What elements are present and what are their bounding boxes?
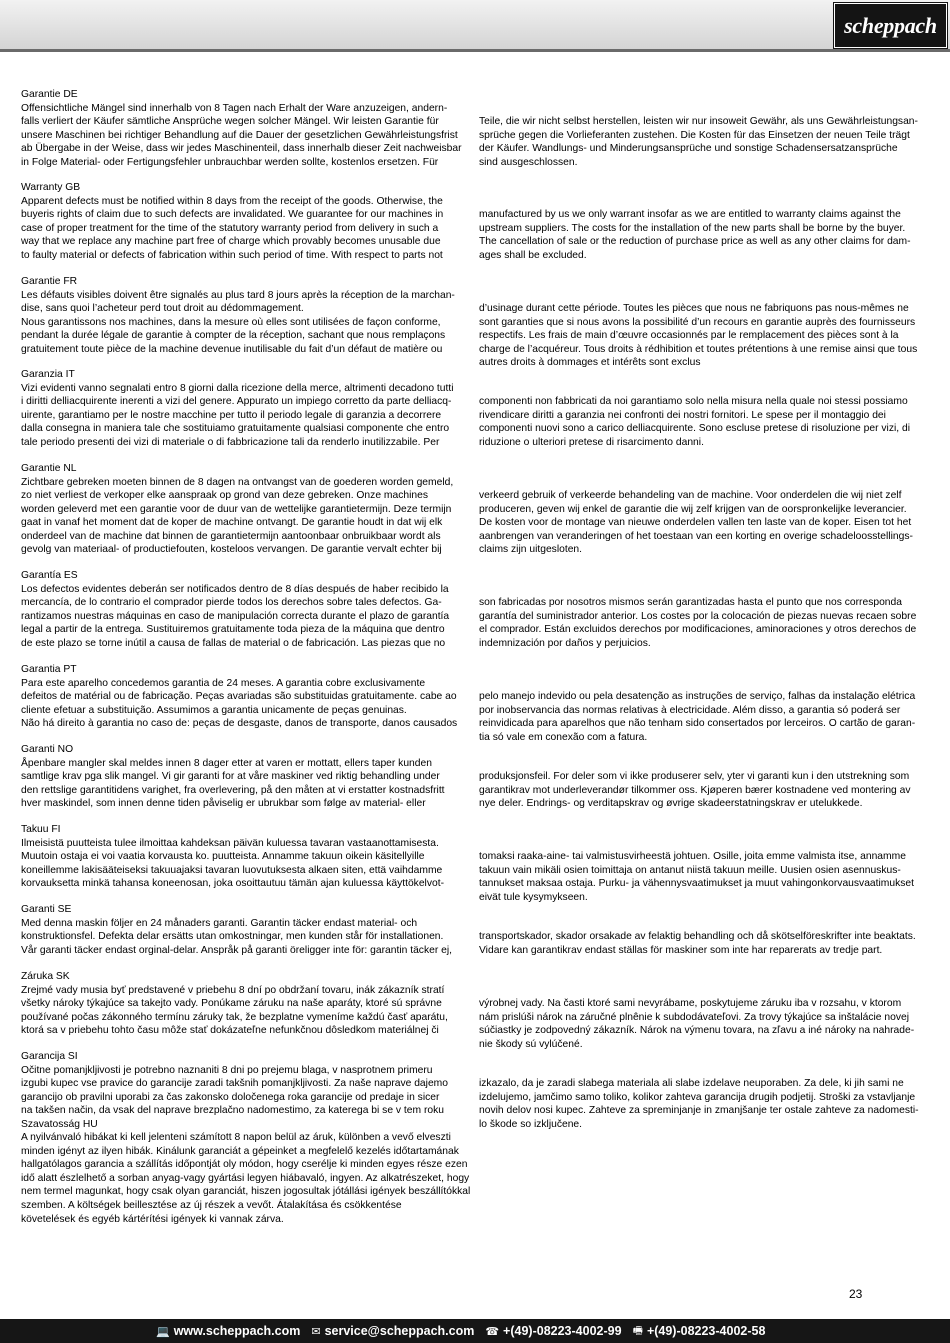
section-title: Garanzia IT (21, 369, 75, 380)
text-line: izkazalo, da je zaradi slabega materiala ali slabe izdelave neuporaben. Za dele, ki jih sami ne (479, 1078, 904, 1090)
section-column-right (479, 208, 931, 262)
text-line: pendant la durée légale de garantie à compter de la réception, sachant que nous remplaçons (21, 330, 446, 342)
section-title: Garantie DE (21, 89, 78, 100)
text-line: Vizi evidenti vanno segnalati entro 8 giorni dalla ricezione della merce, altrimenti decadono tutti (21, 382, 454, 394)
text-line: onderdeel van de machine dat binnen de garantietermijn aantoonbaar onbruikbaar wordt als (21, 530, 441, 542)
warranty-section (21, 663, 931, 744)
text-line: De kosten voor de montage van nieuwe onderdelen vallen ten laste van de koper. Eisen tot het (479, 517, 912, 529)
text-line: autres droits à dommages et intérêts sont exclus (479, 357, 701, 369)
text-line: mercancía, de lo contrario el comprador pierde todos los derechos sobre tales defectos. Ga- (21, 597, 442, 609)
text-line: hallgatólagos garancia a szállítás időpontját oly módon, hogy cserélje ki minden egyes része ezen (21, 1159, 468, 1171)
text-line: Nous garantissons nos machines, dans la mesure où elles sont utilisées de façon conforme, (21, 316, 441, 328)
text-line: den rettslige garantitidens varighet, fra overlevering, på den måten at vi erstatter kostnadsfritt (21, 784, 445, 796)
text-line: všetky nároky týkajúce sa takejto vady. Ponúkame záruku na naše aparáty, ktoré sú správne (21, 998, 442, 1010)
scheppach-logo: scheppach (834, 3, 947, 48)
text-line: nám prislúši nárok na záručné plnênie k subdodávateľovi. Za trovy týkajúce sa inštalácie novej (479, 1011, 909, 1023)
text-line: Não há direito à garantia no caso de: peças de desgaste, danos de transporte, danos causados (21, 718, 458, 730)
text-line: produksjonsfeil. For deler som vi ikke produserer selv, yter vi garanti kun i den utstrekning som (479, 771, 910, 783)
section-column-left (21, 1064, 471, 1227)
text-line: defeitos de matérial ou de fabricação. Peças avariadas são substituidas gratuitamente. cabe ao (21, 691, 457, 703)
text-line: hver maskindel, som innen denne tiden påviselig er ubrukbar som følge av material- eller (21, 798, 426, 810)
text-line: koneillemme lakisääteiseksi takuuajaksi tavaran luovutuksesta alkaen siten, että vaihdamme (21, 864, 443, 876)
section-column-right (479, 115, 931, 169)
text-line: konstruktionsfel. Defekta delar ersätts utan omkostningar, men kunden står för installationen. (21, 931, 444, 943)
section-column-right (479, 489, 931, 557)
section-column-right (479, 997, 931, 1051)
text-line: gratuitement toute pièce de la machine devenue inutilisable du fait d’un défaut de matière ou (21, 343, 443, 355)
text-line: Teile, die wir nicht selbst herstellen, leisten wir nur insoweit Gewähr, als uns Gewährleistungsan- (479, 116, 918, 128)
section-column-left (21, 476, 468, 557)
section-column-right (479, 302, 931, 370)
text-line: szemben. A költségek beillesztése az új részek a vevőt. Átalakítása és csökkentése (21, 1200, 402, 1212)
text-line: nye deler. Endrings- og verditapskrav og øvrige skadeerstatningskrav er utelukkede. (479, 798, 863, 810)
section-title: Garanti SE (21, 904, 72, 915)
text-line: Szavatosság HU (21, 1118, 98, 1130)
text-line: tomaksi raaka-aine- tai valmistusvirheestä johtuen. Osille, joita emme valmista itse, annamme (479, 851, 906, 863)
text-line: reinvidicada para aparelhos que não tenham sido consertados por lerceiros. O cartão de garan- (479, 718, 916, 730)
text-line: Vår garanti täcker endast orginal-delar. Anspråk på garanti öreligger inte för: garantin täcker ej, (21, 944, 452, 956)
text-line: The cancellation of sale or the reduction of purchase price as well as any other claims for dam- (479, 236, 911, 248)
section-column-left (21, 984, 468, 1052)
text-line: in Folge Material- oder Fertigungsfehler unbrauchbar werden sollte, kostenlos ersetzen. Für (21, 156, 439, 168)
text-line: de este plazo se torne inútil a causa de fallas de material o de fabricación. Las piezas que no (21, 637, 446, 649)
text-line: buyeris rights of claim due to such defects are invalidated. We guarantee for our machines in (21, 209, 444, 221)
text-line: case of proper treatment for the time of the statutory warranty period from delivery in such a (21, 222, 439, 234)
text-line: Para este aparelho concedemos garantia de 24 meses. A garantia cobre exclusivamente (21, 677, 426, 689)
text-line: Očitne pomanjkljivosti je potrebno naznaniti 8 dni po prejemu blaga, v nasprotnem primeru (21, 1064, 433, 1076)
text-line: riduzione o ulteriori pretese di risarcimento danni. (479, 436, 704, 448)
warranty-section (21, 569, 931, 650)
section-title: Garanti NO (21, 744, 74, 755)
header-bar (0, 0, 950, 52)
section-title: Garantía ES (21, 570, 78, 581)
section-title: Garantie NL (21, 463, 77, 474)
text-line: výrobnej vady. Na časti ktoré sami nevyrábame, poskytujeme záruku iba v rozsahu, v ktorom (479, 998, 902, 1010)
text-line: way that we replace any machine part free of charge which provably becomes unusable due (21, 236, 441, 248)
text-line: Zrejmé vady musia byť predstavené v priebehu 8 dní po obdržaní tovaru, inák zákazník stratí (21, 984, 445, 996)
text-line: Muutoin ostaja ei voi vaatia korvausta ko. puutteista. Annamme takuun oikein käsitellyille (21, 851, 425, 863)
warranty-section (21, 181, 931, 262)
text-line: Ilmeisistä puutteista tulee ilmoittaa kahdeksan päivän kuluessa tavaran vastaanottamisesta. (21, 837, 439, 849)
text-line: lo škode so izključene. (479, 1118, 583, 1130)
text-line: Apparent defects must be notified within 8 days from the receipt of the goods. Otherwise, the (21, 195, 443, 207)
section-column-left (21, 195, 468, 263)
text-line: nem termel magunkat, hogy csak olyan garanciát, hiszen jogosultak jótállási igények beszállítókkal (21, 1186, 471, 1198)
text-line: charge de l’acquéreur. Tous droits à rédhibition et toutes prétentions à une remise ainsi que tous (479, 343, 918, 355)
text-line: tannukset maksaa ostaja. Purku- ja vähennysvaatimukset ja muut vahingonkorvausvaatimukset (479, 878, 914, 890)
text-line: componenti nuovi sono a carico delliacquirente. Sono escluse pretese di risoluzione per vizi, di (479, 423, 910, 435)
text-line: rivendicare diritti a garanzia nei confronti dei nostri fornitori. Le spese per il montaggio dei (479, 409, 886, 421)
text-line: novih delov nosi kupec. Zahteve za spreminjanje in zmanjšanje ter ostale zahteve za nadomesti- (479, 1105, 919, 1117)
text-line: ktorá sa v priebehu tohto času môže stať dokázateľne nefunkčnou dôsledkom materiálnej či (21, 1025, 439, 1037)
warranty-section (21, 368, 931, 449)
warranty-section (21, 1050, 931, 1226)
text-line: ab Übergabe in der Weise, dass wir jedes Maschinenteil, dass innerhalb dieser Zeit nachweisbar (21, 143, 462, 155)
text-line: respectifs. Les frais de main d’œuvre occasionnés par le remplacement des pièces sont à la (479, 330, 899, 342)
text-line: garantía del suministrador anterior. Los costes por la colocación de piezas nuevas recaen sobre (479, 610, 917, 622)
text-line: sprüche gegen die Vorlieferanten zustehen. Die Kosten für das Einsetzen der neuen Teile trägt (479, 129, 910, 141)
text-line: sont garanties que si nous avons la possibilité d’un recours en garantie auprès des fournisseurs (479, 316, 916, 328)
text-line: ages shall be excluded. (479, 249, 587, 261)
section-column-right (479, 850, 931, 904)
text-line: követelések és egyéb kártérítési igények ki vannak zárva. (21, 1213, 284, 1225)
text-line: transportskador, skador orsakade av felaktig behandling och då skötselföreskrifter inte beaktats. (479, 931, 916, 943)
section-column-right (479, 930, 931, 957)
text-line: claims zijn uitgesloten. (479, 544, 583, 556)
text-line: i diritti delliacquirente inerenti a vizi del genere. Appurato un impiego corretto da parte delliacq- (21, 396, 452, 408)
text-line: na takšen način, da vsak del naprave brezplačno nadomestimo, za katerega bi se v tem roku (21, 1105, 444, 1117)
text-line: worden geleverd met een garantie voor de duur van de wettelijke garantietermijn. Deze termijn (21, 503, 452, 515)
text-line: minden igényt az ilyen hibák. Kinálunk garanciát a gépeinket a megfelelő kezelés időtartamának (21, 1145, 459, 1157)
text-line: aanbrengen van veranderingen of het toestaan van een korting en overige schadeloosstellings- (479, 530, 913, 542)
section-column-right (479, 395, 931, 449)
text-line: pelo manejo indevido ou pela desatenção as instruções de serviço, falhas da instalação elétrica (479, 691, 916, 703)
text-line: garantikrav mot underleverandør tilkommer oss. Kjøperen bærer kostnadene ved montering av (479, 784, 911, 796)
text-line: cliente efetuar a substituição. Assumimos a garantia unicamente de peças genuinas. (21, 704, 407, 716)
text-line: Los defectos evidentes deberán ser notificados dentro de 8 días después de haber recibido la (21, 583, 449, 595)
text-line: tale periodo presenti dei vizi di materiale o di fabbricazione tali da renderlo inutilizzabile. Per (21, 436, 440, 448)
text-line: A nyilvánvaló hibákat ki kell jelenteni számított 8 napon belül az áruk, különben a vevő elveszti (21, 1132, 451, 1144)
text-line: samtlige krav pga slik mangel. Vi gir garanti for at våre maskiner ved riktig behandling under (21, 771, 440, 783)
text-line: používané počas zákonného termínu záruky tak, že bezplatne vymeníme každú časť aparátu, (21, 1011, 448, 1023)
text-line: Med denna maskin följer en 24 månaders garanti. Garantin täcker endast material- och (21, 917, 418, 929)
section-title: Garancija SI (21, 1051, 78, 1062)
warranty-section (21, 88, 931, 169)
text-line: izgubi kupec vse pravice do garancije zaradi takšnih pomanjkljivosti. Za naše naprave dajemo (21, 1078, 448, 1090)
warranty-section (21, 462, 931, 557)
section-column-left (21, 677, 468, 745)
text-line: dise, sans quoi l’acheteur perd tout droit au dédommagement. (21, 303, 304, 315)
text-line: der Käufer. Wandlungs- und Minderungsansprüche und sonstige Schadensersatzansprüche (479, 143, 898, 155)
section-column-right (479, 690, 931, 744)
footer-phone: ☎ +(49)-08223-4002-99 (485, 1324, 622, 1338)
section-title: Garantie FR (21, 276, 78, 287)
computer-icon: 💻 (156, 1325, 170, 1338)
section-column-right (479, 770, 931, 811)
warranty-section (21, 970, 931, 1051)
text-line: Offensichtliche Mängel sind innerhalb von 8 Tagen nach Erhalt der Ware anzuzeigen, andern- (21, 102, 448, 114)
text-line: d’usinage durant cette période. Toutes les pièces que nous ne fabriquons pas nous-mêmes ne (479, 303, 909, 315)
text-line: componenti non fabbricati da noi garantiamo solo nella misura nella quale noi stessi possiamo (479, 396, 908, 408)
section-title: Takuu FI (21, 824, 61, 835)
text-line: Les défauts visibles doivent être signalés au plus tard 8 jours après la réception de la marchan- (21, 289, 455, 301)
text-line: tia só vale em conexão com a fatura. (479, 731, 648, 743)
text-line: indemnización por daños y perjuicios. (479, 637, 651, 649)
warranty-section (21, 743, 931, 811)
section-column-left (21, 757, 468, 811)
email-icon: ✉ (311, 1325, 321, 1338)
text-line: falls verliert der Käufer sämtliche Ansprüche wegen solcher Mängel. Wir leisten Garantie für (21, 116, 439, 128)
text-line: sind ausgeschlossen. (479, 156, 578, 168)
text-line: gevolg van materiaal- of productiefouten, kosteloos vervangen. De garantie vervalt echter bij (21, 544, 442, 556)
warranty-section (21, 275, 931, 370)
text-line: upstream suppliers. The costs for the installation of the new parts shall be borne by the buyer. (479, 222, 906, 234)
text-line: takuun vain mikäli osien toimittaja on antanut niistä takuun meille. Uusien osien asennuskus- (479, 864, 901, 876)
section-column-left (21, 583, 468, 651)
text-line: nie škody sú vylúčené. (479, 1038, 583, 1050)
text-line: dalla consegna in maniera tale che sostituiamo gratuitamente qualsiasi componente che entro (21, 423, 450, 435)
text-line: garancijo ob pravilni uporabi za čas zakonsko določenega roka garancije od predaje in sicer (21, 1091, 440, 1103)
text-line: to faulty material or defects of fabrication within such period of time. With respect to parts not (21, 249, 443, 261)
page-number: 23 (849, 1287, 863, 1301)
section-title: Garantia PT (21, 664, 77, 675)
footer-website[interactable]: 💻 www.scheppach.com (156, 1324, 301, 1338)
section-column-right (479, 596, 931, 650)
text-line: Vidare kan garantikrav endast ställas för maskiner som inte har reparerats av tredje part. (479, 944, 883, 956)
text-line: korvauksetta minkä tahansa koneenosan, joka osoittautuu tämän ajan kuluessa käyttökelvot- (21, 878, 444, 890)
text-line: Zichtbare gebreken moeten binnen de 8 dagen na ontvangst van de goederen worden gemeld, (21, 476, 454, 488)
section-column-left (21, 382, 468, 450)
text-line: manufactured by us we only warrant insofar as we are entitled to warranty claims against the (479, 209, 901, 221)
text-line: unsere Maschinen bei richtiger Behandlung auf die Dauer der gesetzlichen Gewährleistungsfrist (21, 129, 458, 141)
text-line: verkeerd gebruik of verkeerde behandeling van de machine. Voor onderdelen die wij niet zelf (479, 490, 902, 502)
warranty-section (21, 903, 931, 957)
text-line: Åpenbare mangler skal meldes innen 8 dager etter at varen er mottatt, ellers taper kunden (21, 757, 432, 769)
text-line: son fabricadas por nosotros mismos serán garantizadas hasta el punto que nos corresponda (479, 597, 902, 609)
footer-contact-bar (0, 1319, 950, 1343)
telephone-icon: ☎ (485, 1325, 500, 1338)
text-line: súčiastky je zodpovedný zákazník. Nárok na výmenu tovara, na zľavu a iné nároky na nahrade- (479, 1025, 915, 1037)
section-column-left (21, 837, 468, 905)
text-line: produceren, geven wij enkel de garantie die wij zelf krijgen van de oorspronkelijke leverancier. (479, 503, 907, 515)
footer-email[interactable]: ✉ service@scheppach.com (311, 1324, 475, 1338)
text-line: zo niet verliest de verkoper elke aanspraak op grond van deze gebreken. Onze machines (21, 490, 428, 502)
text-line: eivät tule kysymykseen. (479, 891, 588, 903)
section-column-left (21, 917, 468, 958)
text-line: izdelujemo, jamčimo samo toliko, kolikor zahteva garancija drugih podjetij. Stroški za vstavljanje (479, 1091, 916, 1103)
section-title: Záruka SK (21, 971, 70, 982)
warranty-section (21, 823, 931, 904)
section-column-left (21, 102, 468, 170)
text-line: gaat in vanaf het moment dat de koper de machine ontvangt. De garantie houdt in dat wij elk (21, 517, 443, 529)
section-column-left (21, 289, 468, 370)
text-line: legal a partir de la entrega. Sustituiremos gratuitamente toda pieza de la máquina que dentro (21, 624, 445, 636)
footer-fax: 🖷 +(49)-08223-4002-58 (633, 1322, 766, 1341)
fax-icon: 🖷 (632, 1324, 643, 1337)
section-column-right (479, 1077, 931, 1226)
text-line: idő alatt észlelhető a sorban anyag-vagy gyártási legyen hiábavaló, ingyen. Az alkatrészeket, hogy (21, 1172, 470, 1184)
text-line: rantizamos nuestras máquinas en caso de manipulación correcta durante el plazo de garantía (21, 610, 450, 622)
text-line: por inobservancia das normas relativas à electricidade. Além disso, a garantia só poderá ser (479, 704, 901, 716)
text-line: el comprador. Están excluidos derechos por modificaciones, aminoraciones y otros derechos de (479, 624, 917, 636)
text-line: uirente, garantiamo per le nostre macchine per tutto il periodo legale di garanzia a decorrere (21, 409, 442, 421)
section-title: Warranty GB (21, 182, 81, 193)
